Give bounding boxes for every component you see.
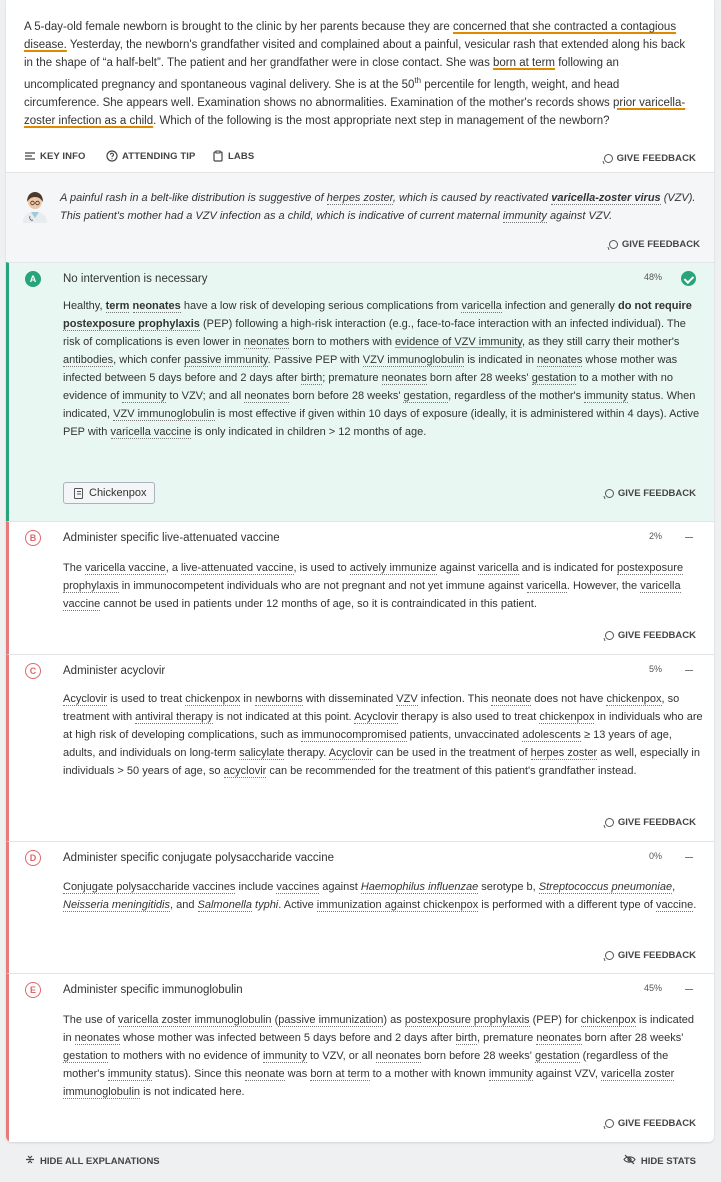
feedback-label: GIVE FEEDBACK: [617, 950, 696, 961]
give-feedback-button[interactable]: [605, 1118, 696, 1129]
correct-check-icon: [681, 271, 696, 286]
option-percentage: 5%: [648, 664, 662, 674]
footer-label: HIDE ALL EXPLANATIONS: [40, 1155, 160, 1167]
option-explanation: The varicella vaccine, a live-attenuated vaccine, is used to actively immunize against varicella and is indicated for postexposure prophylaxis in immunocompetent individuals who are not pregnant and not yet immune against varicella. However, the varicella vaccine cannot be used in patients under 12 months of age, so it is contraindicated in this patient.: [63, 562, 684, 610]
hide-all-explanations-button[interactable]: [25, 1154, 160, 1168]
question-circle-icon: [106, 150, 118, 162]
option-percentage: 2%: [648, 531, 662, 541]
give-feedback-button[interactable]: [605, 817, 696, 828]
footer-bar: [0, 1142, 721, 1182]
feedback-label: GIVE FEEDBACK: [617, 488, 696, 499]
tip-segment: A painful rash in a belt-like distribution is suggestive of: [60, 192, 327, 204]
tab-label: LABS: [228, 150, 255, 162]
term-varicella-zoster-virus[interactable]: varicella-zoster virus: [551, 192, 661, 204]
give-feedback-button[interactable]: [604, 153, 696, 164]
tip-text: [60, 189, 700, 225]
term-herpes-zoster[interactable]: herpes zoster: [326, 192, 393, 204]
feedback-label: GIVE FEEDBACK: [617, 1118, 696, 1129]
option-explanation: Healthy, term neonates have a low risk of developing serious complications from varicella infection and generally do not require postexposure prophylaxis (PEP) following a high-risk interaction (e.g., face-to-face interaction with an infected individual). The risk of complications is even lower in neonates born to mothers with evidence of VZV immunity, as they still carry their mother's antibodies, which confer passive immunity. Passive PEP with VZV immunoglobulin is indicated in neonates whose mother was infected between 5 days before and 2 days after birth; premature neonates born after 28 weeks' gestation to a mother with no evidence of immunity to VZV; and all neonates born before 28 weeks' gestation, regardless of the mother's immunity status. When indicated, VZV immunoglobulin is most effective if given within 10 days of exposure (ideally, it is administered within 4 days). Active PEP with varicella vaccine is only indicated in children > 12 months of age.: [63, 300, 700, 438]
option-explanation: The use of varicella zoster immunoglobulin (passive immunization) as postexposure prophylaxis (PEP) for chickenpox is indicated in neonates whose mother was infected between 5 days before and 2 days after birth, premature neonates born after 28 weeks' gestation to mothers with no evidence of immunity to VZV, or all neonates born before 28 weeks' gestation (regardless of the mother's immunity status). Since this neonate was born at term to a mother with known immunity against VZV, varicella zoster immunoglobulin is not indicated here.: [63, 1014, 695, 1098]
tip-segment: against VZV.: [546, 210, 613, 222]
option-letter: C: [25, 663, 41, 679]
comment-icon: [605, 951, 614, 960]
collapse-icon[interactable]: [685, 989, 693, 990]
option-explanation: Acyclovir is used to treat chickenpox in newborns with disseminated VZV infection. This neonate does not have chickenpox, so treatment with antiviral therapy is not indicated at this point. Acyclovir therapy is also used to treat chickenpox in individuals who are at high risk of developing complications, such as immunocompromised patients, unvaccinated adolescents ≥ 13 years of age, adults, and individuals on long-term salicylate therapy. Acyclovir can be used in the treatment of herpes zoster as well, especially in individuals > 50 years of age, so acyclovir can be recommended for the treatment of this patient's grandfather instead.: [63, 693, 703, 777]
option-percentage: 0%: [648, 851, 662, 861]
collapse-all-icon: [25, 1154, 35, 1168]
option-percentage: 48%: [643, 272, 662, 282]
feedback-label: GIVE FEEDBACK: [616, 153, 696, 164]
term-immunity[interactable]: immunity: [502, 210, 547, 222]
comment-icon: [609, 240, 618, 249]
question-tabs: [24, 150, 696, 170]
highlight-contagious[interactable]: concerned that she contracted a contagious disease.: [24, 21, 677, 51]
option-explanation: Conjugate polysaccharide vaccines include vaccines against Haemophilus influenzae serotype b, Streptococcus pneumoniae, Neisseria meningitidis, and Salmonella typhi. Active immunization against chickenpox is performed with a different type of vaccine.: [63, 881, 697, 911]
collapse-icon[interactable]: [685, 857, 693, 858]
option-letter: D: [25, 850, 41, 866]
comment-icon: [604, 154, 613, 163]
stem-text: Yesterday, the newborn's grandfather visited and complained about a painful, vesicular rash that extended along his back in the shape of “a half-belt”. The patient and her grandfather were in close contact. She was: [24, 39, 686, 69]
answer-option-b[interactable]: [6, 521, 714, 654]
doctor-avatar-icon: [20, 189, 50, 223]
stem-text: following an uncomplicated pregnancy and spontaneous vaginal delivery. She is at the 50: [24, 57, 619, 91]
attending-tip-panel: [6, 172, 714, 263]
option-letter: A: [25, 271, 41, 287]
option-letter: B: [25, 530, 41, 546]
chip-label: Chickenpox: [89, 487, 147, 499]
hide-stats-button[interactable]: [623, 1154, 696, 1168]
comment-icon: [605, 631, 614, 640]
option-percentage: 45%: [643, 983, 662, 993]
answer-option-d[interactable]: [6, 841, 714, 973]
option-title: Administer specific live-attenuated vaccine: [63, 532, 280, 544]
feedback-label: GIVE FEEDBACK: [621, 239, 700, 250]
article-icon: [74, 488, 83, 499]
comment-icon: [605, 818, 614, 827]
tab-attending-tip[interactable]: [106, 150, 195, 162]
question-stem: [24, 18, 696, 130]
tab-labs[interactable]: [212, 150, 254, 162]
give-feedback-button[interactable]: [605, 630, 696, 641]
option-title: No intervention is necessary: [63, 273, 208, 285]
comment-icon: [605, 1119, 614, 1128]
stem-text: A 5-day-old female newborn is brought to the clinic by her parents because they are: [24, 21, 453, 33]
footer-label: HIDE STATS: [640, 1155, 696, 1167]
collapse-icon[interactable]: [685, 670, 693, 671]
option-title: Administer specific immunoglobulin: [63, 984, 243, 996]
tab-label: KEY INFO: [40, 150, 86, 162]
answer-option-a[interactable]: [6, 262, 714, 521]
tip-segment: , which is caused by reactivated: [392, 192, 552, 204]
stem-text: percentile for length, weight, and head circumference. She appears well. Examination shows no abnormalities. Examination of the mother's records shows: [24, 78, 620, 109]
tab-label: ATTENDING TIP: [122, 150, 196, 162]
tip-segment: (VZV). This patient's mother had a VZV infection as a child, which is indicative of current maternal: [60, 192, 696, 222]
clipboard-icon: [212, 150, 224, 162]
list-icon: [24, 150, 36, 162]
stem-text: . Which of the following is the most appropriate next step in management of the newborn?: [153, 114, 610, 127]
give-feedback-button[interactable]: [605, 950, 696, 961]
feedback-label: GIVE FEEDBACK: [617, 817, 696, 828]
eye-off-icon: [623, 1154, 636, 1168]
highlight-born-at-term[interactable]: born at term: [493, 57, 556, 69]
stem-sup: th: [414, 76, 422, 85]
option-title: Administer acyclovir: [63, 665, 166, 677]
question-card: [6, 0, 714, 1142]
answer-option-c[interactable]: [6, 654, 714, 841]
collapse-icon[interactable]: [685, 537, 693, 538]
option-title: Administer specific conjugate polysaccharide vaccine: [63, 852, 335, 864]
give-feedback-button[interactable]: [609, 239, 700, 250]
give-feedback-button[interactable]: [605, 488, 696, 499]
comment-icon: [605, 489, 614, 498]
highlight-prior-infection[interactable]: prior varicella-zoster infection as a child: [24, 96, 686, 127]
chickenpox-article-button[interactable]: [63, 482, 155, 504]
answer-option-e[interactable]: [6, 973, 714, 1142]
feedback-label: GIVE FEEDBACK: [617, 630, 696, 641]
tab-key-info[interactable]: [24, 150, 86, 162]
option-letter: E: [25, 982, 41, 998]
